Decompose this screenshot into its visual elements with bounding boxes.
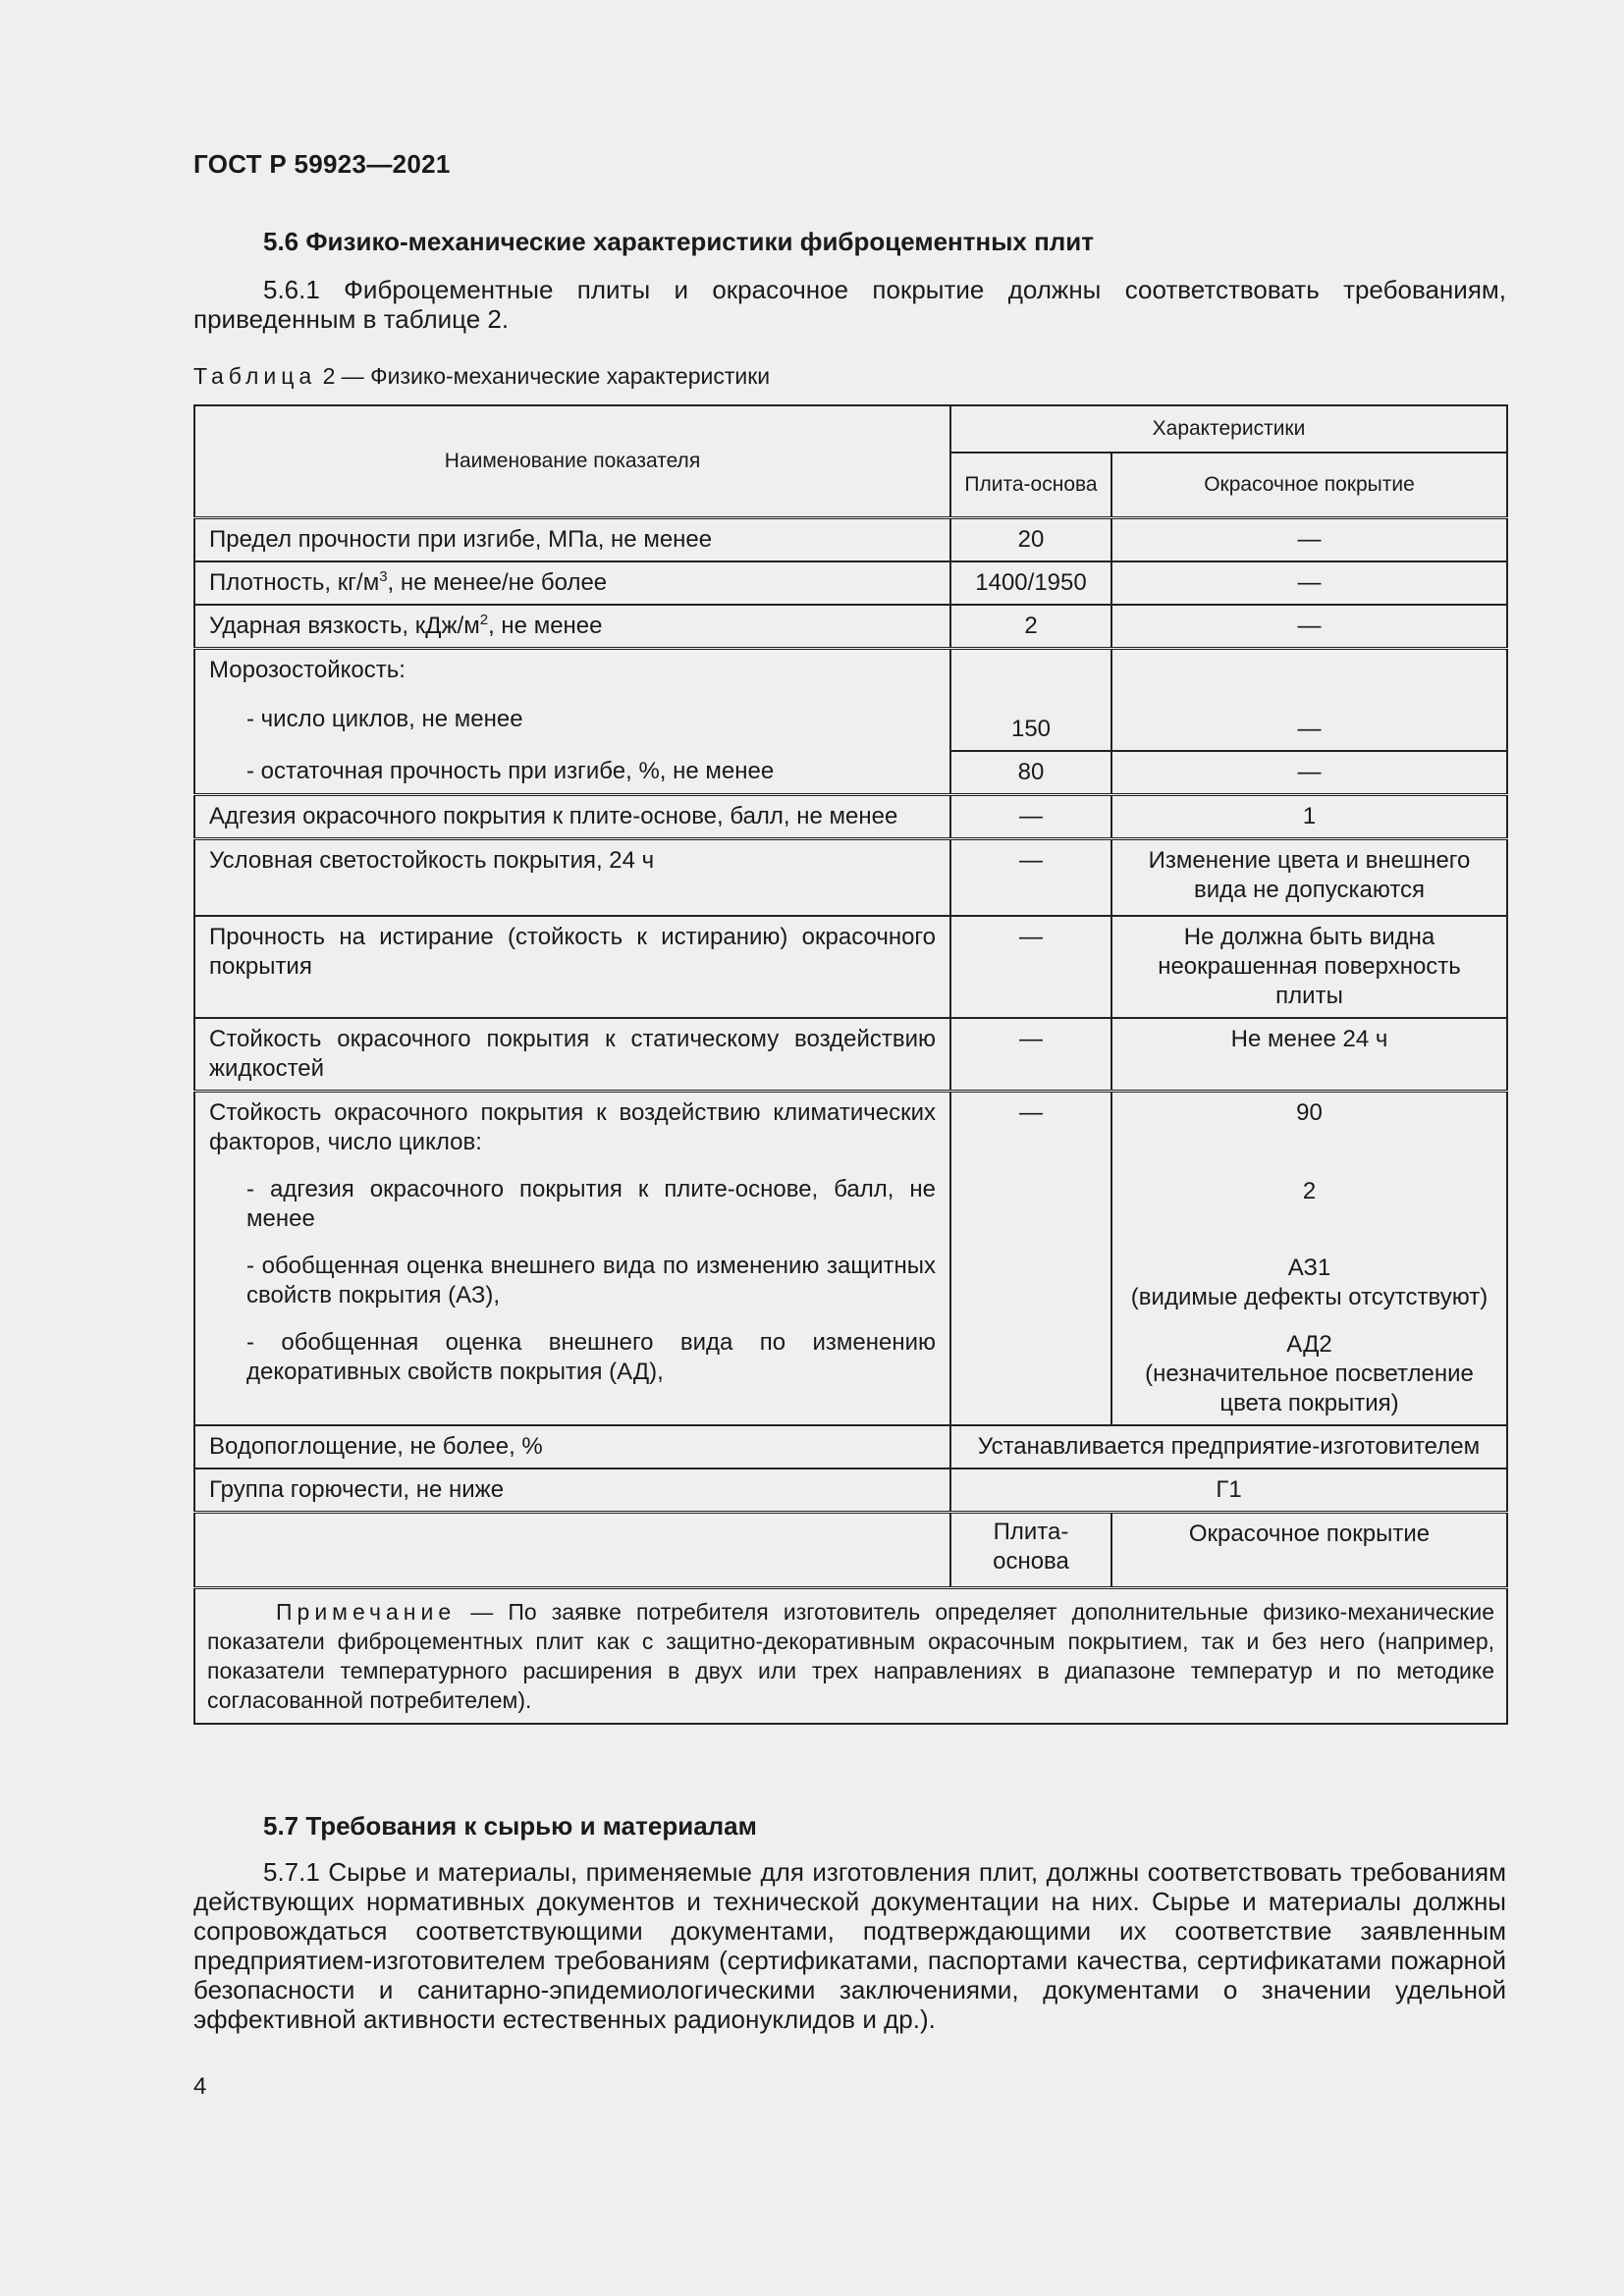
climate-title: Стойкость окрасочного покрытия к воздействию климатических факторов, число циклов:	[209, 1099, 936, 1155]
header-characteristics: Характеристики	[950, 405, 1507, 453]
row-coating: —	[1111, 649, 1507, 752]
table-row	[194, 605, 1507, 649]
header-name: Наименование показателя	[194, 405, 950, 518]
table-caption-label: Таблица	[193, 363, 317, 389]
table-note-row	[194, 1588, 1507, 1725]
row-coating: Не менее 24 ч	[1111, 1018, 1507, 1092]
row-name-part: , не менее/не более	[387, 569, 608, 596]
row-base: Плита-основа	[950, 1513, 1111, 1588]
row-name	[194, 605, 950, 649]
table-row	[194, 839, 1507, 917]
climate-decorative-value: АД2	[1286, 1331, 1332, 1358]
table-row	[194, 795, 1507, 839]
table-row	[194, 751, 1507, 795]
note-text: — По заявке потребителя изготовитель определяет дополнительные физико-механические показатели фиброцементных плит как с защитно-декоративным окрасочным покрытием, так и без него (например, показатели температурного расширения в двух или трех направлениях в диапазоне температур и по методике согласованной потребителем).	[207, 1599, 1494, 1713]
row-coating: —	[1111, 561, 1507, 605]
row-name	[194, 1092, 950, 1426]
climate-protective-value: АЗ1	[1287, 1255, 1331, 1281]
row-base: —	[950, 839, 1111, 917]
table-row-climate	[194, 1092, 1507, 1426]
row-name: Условная светостойкость покрытия, 24 ч	[194, 839, 950, 917]
table-row	[194, 1018, 1507, 1092]
note-label: Примечание	[276, 1599, 457, 1625]
row-name	[194, 561, 950, 605]
characteristics-table	[193, 404, 1508, 1725]
row-base: 1400/1950	[950, 561, 1111, 605]
frost-sub-strength: - остаточная прочность при изгибе, %, не менее	[246, 758, 775, 784]
superscript: 3	[379, 568, 388, 585]
table-caption-text: 2 — Физико-механические характеристики	[316, 363, 771, 389]
section-5-6-heading: 5.6 Физико-механические характеристики фиброцементных плит	[263, 227, 1095, 256]
table-row	[194, 518, 1507, 562]
row-name: Предел прочности при изгибе, МПа, не менее	[194, 518, 950, 562]
header-base: Плита-основа	[950, 453, 1111, 518]
table-caption	[193, 363, 770, 390]
page-number: 4	[193, 2073, 207, 2100]
row-coating: 1	[1111, 795, 1507, 839]
table-note	[194, 1588, 1507, 1725]
section-5-7-heading: 5.7 Требования к сырью и материалам	[263, 1811, 757, 1841]
table-header-row	[194, 405, 1507, 453]
row-base: 80	[950, 751, 1111, 795]
row-coating: —	[1111, 751, 1507, 795]
climate-sub-adhesion: - адгезия окрасочного покрытия к плите-основе, балл, не менее	[246, 1176, 936, 1232]
row-coating: —	[1111, 605, 1507, 649]
row-name	[194, 751, 950, 795]
row-base: —	[950, 916, 1111, 1018]
header-coating: Окрасочное покрытие	[1111, 453, 1507, 518]
row-value: Г1	[950, 1468, 1507, 1513]
row-coating: Окрасочное покрытие	[1111, 1513, 1507, 1588]
table-row	[194, 1468, 1507, 1513]
superscript: 2	[479, 612, 489, 628]
row-value: Устанавливается предприятие-изготовителем	[950, 1425, 1507, 1468]
paragraph-5-7-1	[193, 1857, 1506, 2034]
row-name-part: , не менее	[488, 613, 603, 639]
row-name: Адгезия окрасочного покрытия к плите-основе, балл, не менее	[194, 795, 950, 839]
row-base: —	[950, 795, 1111, 839]
climate-protective-note: (видимые дефекты отсутствуют)	[1130, 1284, 1489, 1310]
row-coating: Изменение цвета и внешнего вида не допускаются	[1111, 839, 1507, 917]
row-name	[194, 649, 950, 752]
climate-sub-protective: - обобщенная оценка внешнего вида по изменению защитных свойств покрытия (АЗ),	[246, 1253, 936, 1308]
row-name-part: Ударная вязкость, кДж/м	[209, 613, 480, 639]
row-name: Водопоглощение, не более, %	[194, 1425, 950, 1468]
row-name: Прочность на истирание (стойкость к истиранию) окрасочного покрытия	[194, 916, 950, 1018]
row-coating: Не должна быть видна неокрашенная поверхность плиты	[1111, 916, 1507, 1018]
paragraph-5-6-1	[193, 275, 1506, 334]
document-code: ГОСТ Р 59923—2021	[193, 149, 451, 179]
row-base: 2	[950, 605, 1111, 649]
frost-sub-cycles: - число циклов, не менее	[246, 706, 523, 732]
row-coating	[1111, 1092, 1507, 1426]
climate-decorative-note: (незначительное посветление цвета покрытия)	[1145, 1361, 1474, 1416]
row-base: 20	[950, 518, 1111, 562]
climate-sub-decorative: - обобщенная оценка внешнего вида по изменению декоративных свойств покрытия (АД),	[246, 1329, 936, 1385]
row-name-part: Плотность, кг/м	[209, 569, 380, 596]
table-row	[194, 916, 1507, 1018]
row-name: Стойкость окрасочного покрытия к статическому воздействию жидкостей	[194, 1018, 950, 1092]
climate-adhesion-value: 2	[1302, 1178, 1317, 1204]
row-name-empty	[194, 1513, 950, 1588]
row-base: 150	[950, 649, 1111, 752]
table-row	[194, 561, 1507, 605]
paragraph-5-7-1-text: 5.7.1 Сырье и материалы, применяемые для изготовления плит, должны соответствовать требованиям действующих нормативных документов и технической документации на них. Сырье и материалы должны сопровождаться соответствующими документами, подтверждающими их соответствие заявленным предприятием-изготовителем требованиям (сертификатами, паспортами качества, сертификатами пожарной безопасности и санитарно-эпидемиологическими заключениями, документами о значении удельной эффективной активности естественных радионуклидов и др.).	[193, 1857, 1506, 2034]
table-row	[194, 1513, 1507, 1588]
row-name: Группа горючести, не ниже	[194, 1468, 950, 1513]
row-coating: —	[1111, 518, 1507, 562]
frost-title: Морозостойкость:	[209, 657, 406, 683]
climate-cycles-value: 90	[1296, 1099, 1323, 1126]
row-base: —	[950, 1018, 1111, 1092]
table-row-frost	[194, 649, 1507, 752]
paragraph-5-6-1-text: 5.6.1 Фиброцементные плиты и окрасочное покрытие должны соответствовать требованиям, приведенным в таблице 2.	[193, 275, 1506, 334]
table-row	[194, 1425, 1507, 1468]
row-base: —	[950, 1092, 1111, 1426]
